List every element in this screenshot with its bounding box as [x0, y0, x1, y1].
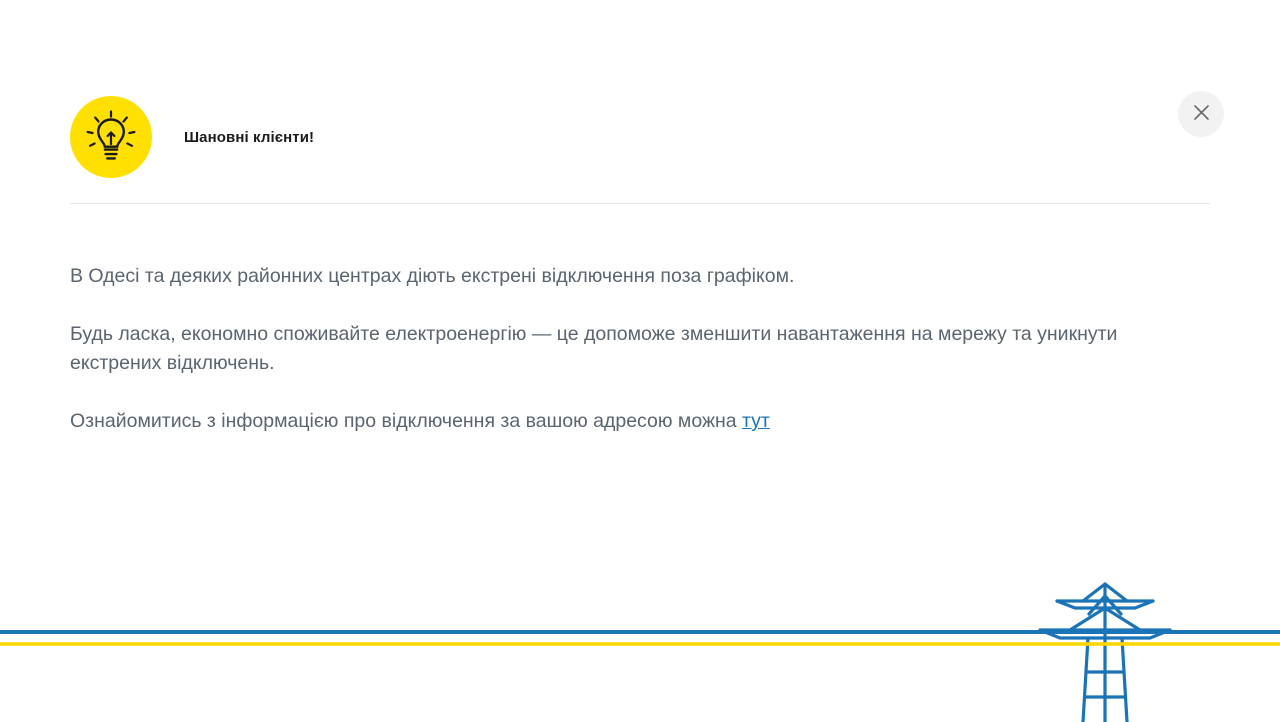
notice-paragraph-1: В Одесі та деяких районних центрах діють екстрені відключення поза графіком.: [70, 265, 795, 287]
outage-info-link[interactable]: тут: [742, 410, 770, 432]
close-button[interactable]: [1178, 91, 1224, 137]
lightbulb-icon: [70, 96, 152, 178]
notice-paragraph-2: Будь ласка, економно споживайте електроенергію — це допоможе зменшити навантаження на мережу та уникнути екстрених відключень.: [70, 323, 1118, 374]
power-pylon-icon: [0, 522, 1280, 722]
notice-paragraph-3: [70, 407, 1160, 436]
header-divider: [70, 203, 1210, 204]
notice-paragraph-3-text: Ознайомитись з інформацією про відключення за вашою адресою можна: [70, 410, 743, 432]
dialog-header-content: [70, 96, 314, 178]
dialog-header: [0, 0, 1280, 204]
page-title: Шановні клієнти!: [184, 128, 315, 146]
close-icon: [1193, 104, 1210, 124]
dialog-body: [70, 262, 1180, 436]
